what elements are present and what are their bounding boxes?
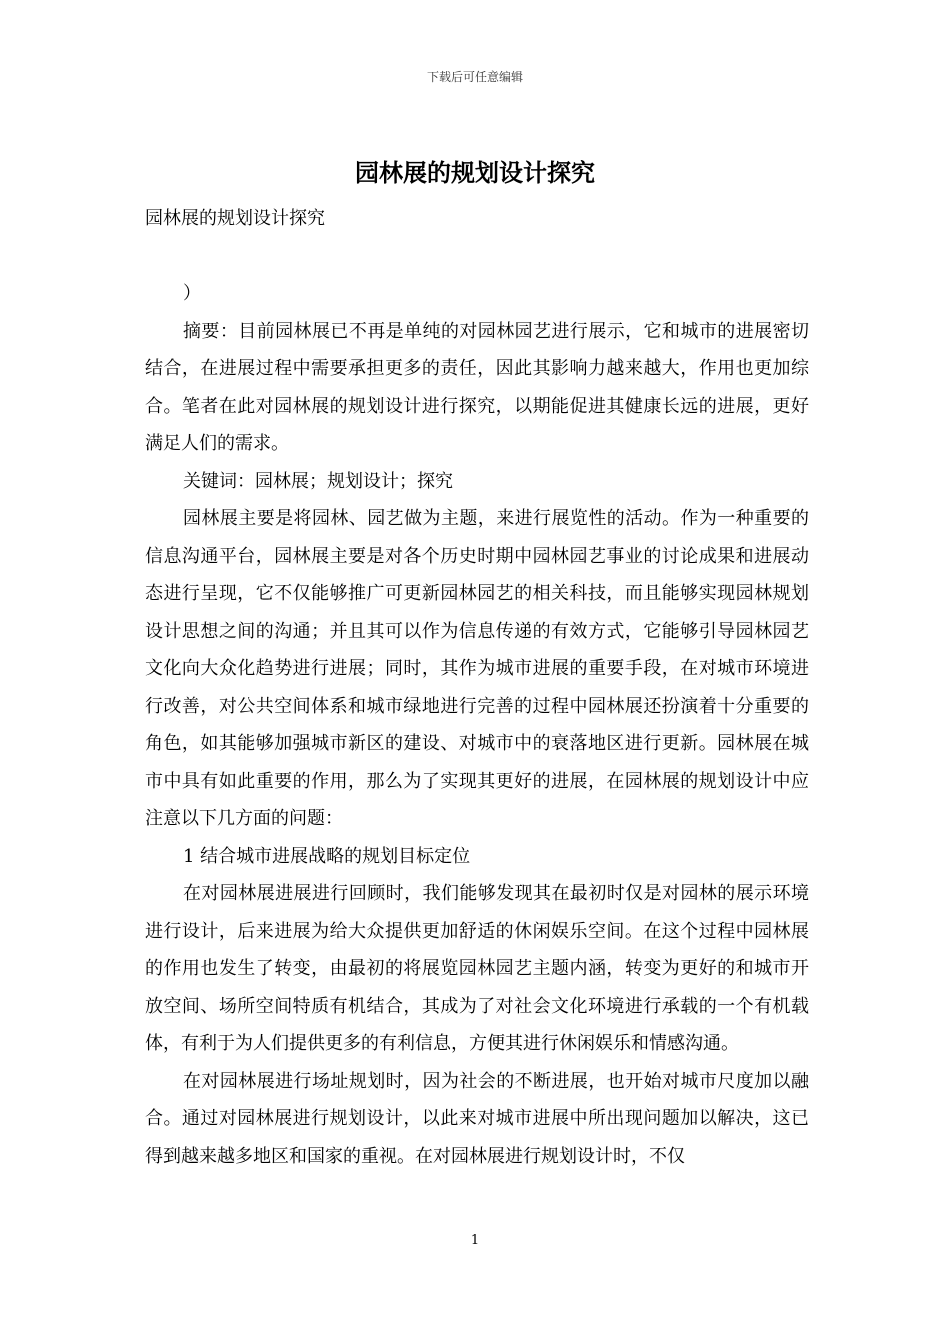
paragraph-parenthesis: ） <box>183 283 201 304</box>
paragraph-abstract: 摘要：目前园林展已不再是单纯的对园林园艺进行展示，它和城市的进展密切结合，在进展过程中需要承担更多的责任，因此其影响力越来越大，作用也更加综合。笔者在此对园林展的规划设计进行探究，以期能促进其健康长远的进展，更好满足人们的需求。 <box>145 320 809 454</box>
header-note: 下载后可任意编辑 <box>426 70 523 84</box>
paragraph-intro: 园林展主要是将园林、园艺做为主题，来进行展览性的活动。作为一种重要的信息沟通平台，园林展主要是对各个历史时期中园林园艺事业的讨论成果和进展动态进行呈现，它不仅能够推广可更新园林园艺的相关科技，而且能够实现园林规划设计思想之间的沟通；并且其可以作为信息传递的有效方式，它能够引导园林园艺文化向大众化趋势进行进展；同时，其作为城市进展的重要手段，在对城市环境进行改善，对公共空间体系和城市绿地进行完善的过程中园林展还扮演着十分重要的角色，如其能够加强城市新区的建设、对城市中的衰落地区进行更新。园林展在城市中具有如此重要的作用，那么为了实现其更好的进展，在园林展的规划设计中应注意以下几方面的问题： <box>145 508 809 829</box>
paragraph-section-1b: 在对园林展进行场址规划时，因为社会的不断进展，也开始对城市尺度加以融合。通过对园林展进行规划设计，以此来对城市进展中所出现问题加以解决，这已得到越来越多地区和国家的重视。在对园林展进行规划设计时，不仅 <box>145 1070 809 1167</box>
page-number: 1 <box>470 1233 480 1248</box>
blank-line <box>145 238 809 276</box>
paragraph-keywords: 关键词：园林展；规划设计；探究 <box>183 470 453 492</box>
section-heading-1: 1 结合城市进展战略的规划目标定位 <box>183 845 471 867</box>
paragraph-section-1a: 在对园林展进展进行回顾时，我们能够发现其在最初时仅是对园林的展示环境进行设计，后来进展为给大众提供更加舒适的休闲娱乐空间。在这个过程中园林展的作用也发生了转变，由最初的将展览园林园艺主题内涵，转变为更好的和城市开放空间、场所空间特质有机结合，其成为了对社会文化环境进行承载的一个有机载体，有利于为人们提供更多的有利信息，方便其进行休闲娱乐和情感沟通。 <box>145 883 809 1054</box>
document-body <box>145 200 809 1175</box>
subtitle-line: 园林展的规划设计探究 <box>145 208 325 229</box>
document-title: 园林展的规划设计探究 <box>355 158 595 187</box>
